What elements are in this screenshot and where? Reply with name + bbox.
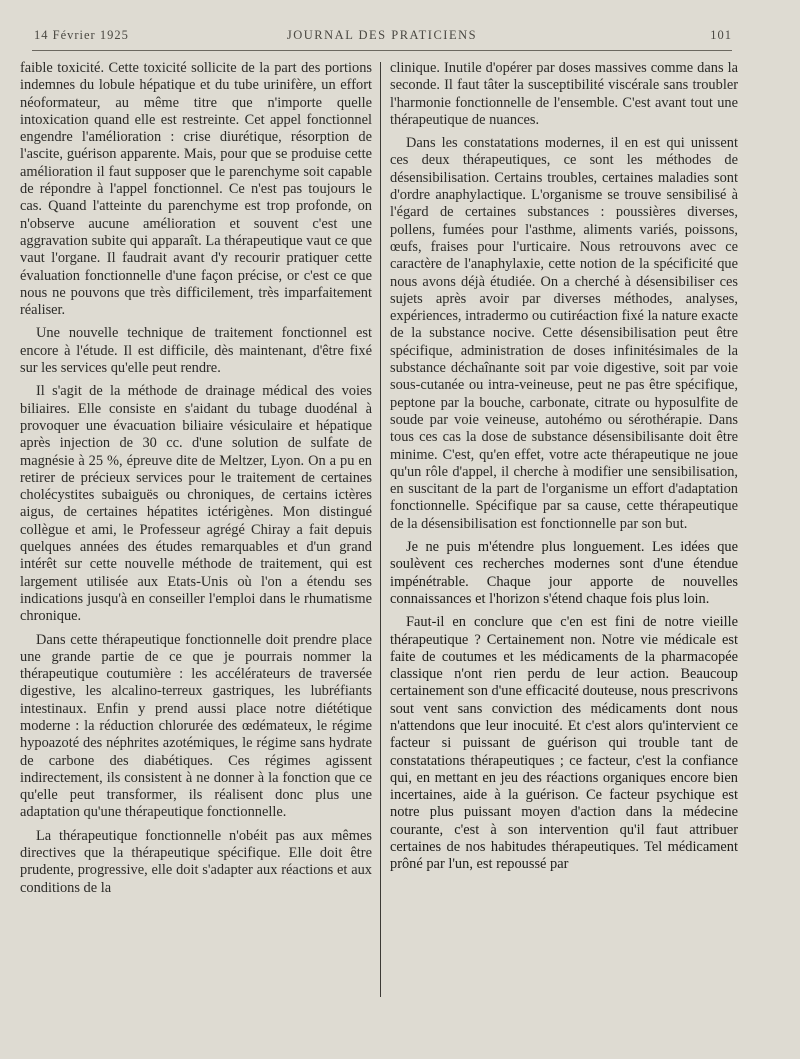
paragraph: Je ne puis m'étendre plus longuement. Les idées que soulèvent ces recherches modernes sont d'une étendue impénétrable. Chaque jour apporte de nouvelles connaissances et l'horizon s'étend chaque fois plus loin. (390, 539, 738, 607)
paragraph: Dans cette thérapeutique fonctionnelle doit prendre place une grande partie de ce que je pourrais nommer la thérapeutique coutumière : les accélérateurs de traversée digestive, les alcalino-terreux gastriques, les lubréfiants intestinaux. Enfin y prend aussi place notre diététique moderne : la réduction chlorurée des œdémateux, le régime hypoazoté des néphrites azotémiques, le régime sans hydrate de carbone des diabétiques. Ces régimes agissent indirectement, ils consistent à ne donner à la fonction que ce qu'elle peut transformer, ils réalisent donc plus une adaptation qu'une thérapeutique fonctionnelle. (20, 631, 372, 821)
page-number: 101 (710, 28, 732, 42)
journal-title: JOURNAL DES PRATICIENS (286, 28, 478, 42)
paragraph: La thérapeutique fonctionnelle n'obéit pas aux mêmes directives que la thérapeutique spécifique. Elle doit être prudente, progressive, elle doit s'adapter aux réactions et aux conditions de la (20, 827, 372, 896)
paragraph: Faut-il en conclure que c'en est fini de notre vieille thérapeutique ? Certainement non. Notre vie médicale est faite de coutumes et les médicaments de la pharmacopée classique n'ont rien perdu de leur action. Beaucoup certainement son d'une efficacité douteuse, nous prescrivons sout vent sans conviction des médicaments dont nous n'attendons que leur inocuité. Et c'est alors qu'intervient ce facteur si puissant de guérison qui trouble tant de constatations thérapeutiques ; ce facteur, c'est la confiance qui, en mettant en jeu des réactions organiques encore bien incertaines, aide à la guérison. Ce facteur psychique est notre plus puissant moyen d'action dans la médecine courante, c'est à son intervention qu'il faut attribuer certaines de nos habitudes thérapeutiques. Tel médicament prôné par l'un, est repoussé par (390, 614, 738, 873)
paragraph: Une nouvelle technique de traitement fonctionnel est encore à l'étude. Il est difficile, dès maintenant, d'être fixé sur les services qu'elle peut rendre. (20, 325, 372, 377)
paragraph: faible toxicité. Cette toxicité sollicite de la part des portions indemnes du lobule hépatique et du tube urinifère, un effort néoformateur, au même titre que n'importe quelle intoxication quand elle est restreinte. Cet appel fonctionnel engendre l'amélioration : crise diurétique, résorption de l'ascite, guérison apparente. Mais, pour que se produise cette amélioration il faut supposer que le parenchyme soit capable de répondre à l'appel fonctionnel. Ce n'est pas toujours le cas. Quand l'atteinte du parenchyme est trop profonde, on n'observe aucune amélioration et souvent c'est une aggravation subite qui apparaît. La thérapeutique vaut ce que vaut l'organe. Il faudrait avant d'y recourir pratiquer cette évaluation fonctionnelle d'une façon précise, or c'est ce que nous ne pouvons que très difficilement, très imparfaitement réaliser. (20, 60, 372, 319)
header-date: 14 Février 1925 (34, 28, 129, 42)
right-column (390, 60, 738, 880)
paragraph: Dans les constatations modernes, il en est qui unissent ces deux thérapeutiques, ce sont les méthodes de désensibilisation. Certains troubles, certaines maladies sont d'ordre anaphylactique. L'organisme se trouve sensibilisé à l'égard de certaines substances : poussières diverses, pollens, fumées pour l'asthme, aliments variés, poissons, œufs, fraises pour l'urticaire. Nous retrouvons avec ce caractère de l'anaphylaxie, cette notion de la spécificité que nous avons déjà étudiée. On a cherché à désensibiliser ces sujets après avoir par diverses méthodes, analyses, expériences, intradermo ou cutiréaction fixé la nature exacte de la substance nocive. Cette désensibilisation peut être spécifique, administration de doses infinitésimales de la substance déchaînante soit par voie digestive, soit par voie sous-cutanée ou intra-veineuse, peut ne pas être spécifique, peptone par la bouche, carbonate, citrate ou hyposulfite de soude par voie veineuse, autohémo ou sérothérapie. Dans tous ces cas la dose de substance désensibilisante doit être minime. C'est, qu'en effet, votre acte thérapeutique ne joue qu'un rôle d'appel, il cherche à modifier une sensibilisation, en suscitant de la part de l'organisme un effort d'adaptation fonctionnelle. Spécifique par sa cause, cette thérapeutique de la désensibilisation est fonctionnelle par son but. (390, 135, 738, 532)
column-divider (380, 62, 381, 997)
paragraph: clinique. Inutile d'opérer par doses massives comme dans la seconde. Il faut tâter la susceptibilité viscérale sans troubler l'harmonie fonctionnelle de l'ensemble. C'est avant tout une thérapeutique de nuances. (390, 60, 738, 128)
left-column (20, 60, 372, 903)
paragraph: Il s'agit de la méthode de drainage médical des voies biliaires. Elle consiste en s'aidant du tubage duodénal à provoquer une évacuation biliaire vésiculaire et hépatique après injection de 30 cc. d'une solution de sulfate de magnésie à 25 %, épreuve dite de Meltzer, Lyon. On a pu en retirer de précieux services pour le traitement de certaines cholécystites subaiguës ou chroniques, de certains ictères aigus, de certaines hépatites ictérigènes. Mon distingué collègue et ami, le Professeur agrégé Chiray a fait depuis quelques années des études remarquables et d'un grand intérêt sur cette nouvelle méthode de traitement, qui est largement utilisée aux Etats-Unis où l'on a étendu ses indications jusqu'à en conseiller l'emploi dans le rhumatisme chronique. (20, 383, 372, 625)
running-header (32, 26, 732, 51)
